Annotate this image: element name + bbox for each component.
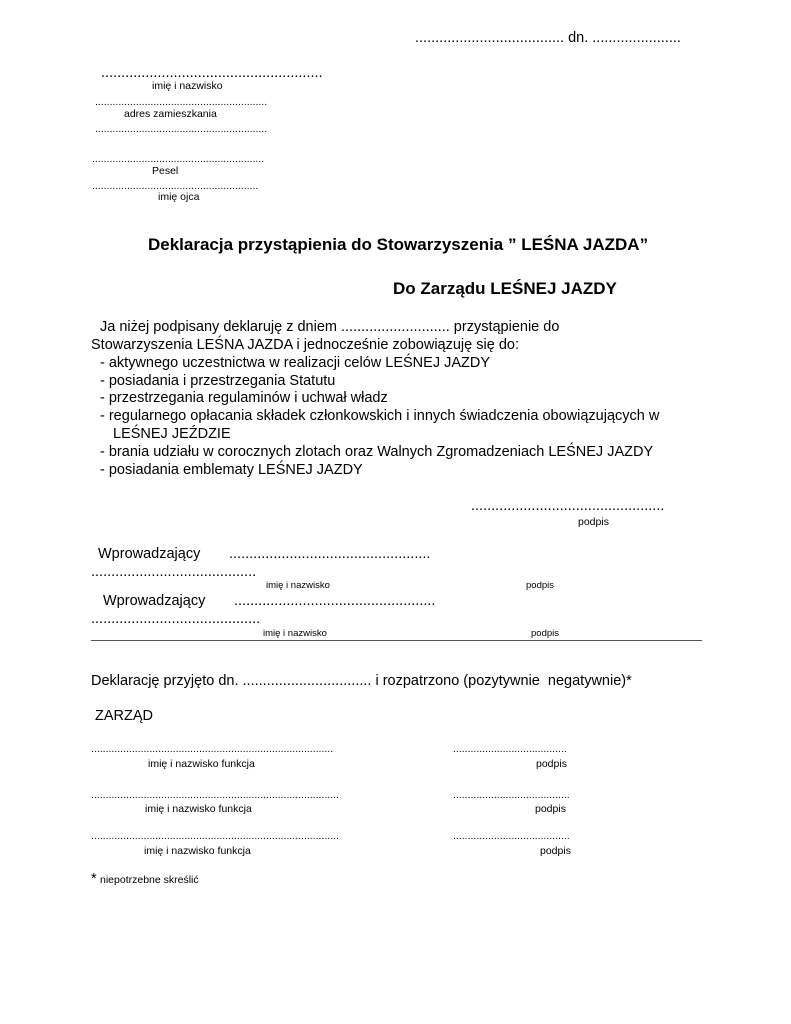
board-name-line[interactable]: ..................................................................................... <box>91 830 339 842</box>
father-name-label: imię ojca <box>158 191 200 203</box>
section-divider <box>91 640 702 641</box>
board-signature-line[interactable]: ........................................ <box>453 830 570 842</box>
board-name-label: imię i nazwisko funkcja <box>145 803 252 815</box>
signature-line[interactable]: ................................................ <box>471 498 665 514</box>
declaration-item: - posiadania i przestrzegania Statutu <box>100 373 336 389</box>
board-heading: ZARZĄD <box>95 708 153 724</box>
introducer-signature-line[interactable]: .................................................. <box>229 546 431 562</box>
introducer-label: Wprowadzający <box>98 546 201 562</box>
introducer-sign-label: podpis <box>531 628 559 639</box>
board-name-line[interactable]: ..................................................................................... <box>91 789 339 801</box>
introducer-name-label: imię i nazwisko <box>263 628 327 639</box>
board-name-label: imię i nazwisko funkcja <box>144 845 251 857</box>
declaration-line-1: Ja niżej podpisany deklaruję z dniem ........................... przystąpienie do <box>100 319 560 335</box>
introducer-label: Wprowadzający <box>103 593 206 609</box>
document-title: Deklaracja przystąpienia do Stowarzyszenia ” LEŚNA JAZDA” <box>148 235 649 254</box>
introducer-signature-line[interactable]: .................................................. <box>234 593 436 609</box>
board-name-line[interactable]: ................................................................................... <box>91 743 334 755</box>
introducer-name-label: imię i nazwisko <box>266 580 330 591</box>
footnote-mark: * <box>91 871 97 887</box>
footnote-text: niepotrzebne skreślić <box>100 874 199 886</box>
address-line-2[interactable]: ........................................................... <box>95 123 268 135</box>
board-sign-label: podpis <box>540 845 571 857</box>
address-label: adres zamieszkania <box>124 108 217 120</box>
declaration-item: - brania udziału w corocznych zlotach oraz Walnych Zgromadzeniach LEŚNEJ JAZDY <box>100 444 654 460</box>
declaration-item: - aktywnego uczestnictwa w realizacji celów LEŚNEJ JAZDY <box>100 355 491 371</box>
father-name-line[interactable]: ......................................................... <box>92 180 259 192</box>
declaration-item: - posiadania emblematy LEŚNEJ JAZDY <box>100 462 363 478</box>
introducer-name-line[interactable]: ......................................... <box>91 564 257 580</box>
declaration-item-continuation: LEŚNEJ JEŹDZIE <box>113 426 231 442</box>
name-label: imię i nazwisko <box>152 80 223 92</box>
addressee: Do Zarządu LEŚNEJ JAZDY <box>393 279 617 298</box>
declaration-item: - regularnego opłacania składek członkowskich i innych świadczenia obowiązujących w <box>100 408 660 424</box>
acceptance-line: Deklarację przyjęto dn. ................................ i rozpatrzono (pozytywnie negatywnie)* <box>91 673 632 689</box>
board-name-label: imię i nazwisko funkcja <box>148 758 255 770</box>
address-line-1[interactable]: ........................................................... <box>95 96 268 108</box>
introducer-sign-label: podpis <box>526 580 554 591</box>
declaration-item: - przestrzegania regulaminów i uchwał władz <box>100 390 388 406</box>
pesel-label: Pesel <box>152 165 179 177</box>
board-signature-line[interactable]: ....................................... <box>453 743 567 755</box>
name-line[interactable]: ....................................................... <box>101 65 323 81</box>
board-signature-line[interactable]: ........................................ <box>453 789 570 801</box>
board-sign-label: podpis <box>535 803 566 815</box>
place-date-line[interactable]: ..................................... dn. ...................... <box>415 30 681 46</box>
introducer-name-line[interactable]: .......................................... <box>91 611 261 627</box>
pesel-line[interactable]: ........................................................... <box>92 153 265 165</box>
signature-label: podpis <box>578 516 609 528</box>
declaration-line-2: Stowarzyszenia LEŚNA JAZDA i jednocześnie zobowiązuję się do: <box>91 337 519 353</box>
board-sign-label: podpis <box>536 758 567 770</box>
